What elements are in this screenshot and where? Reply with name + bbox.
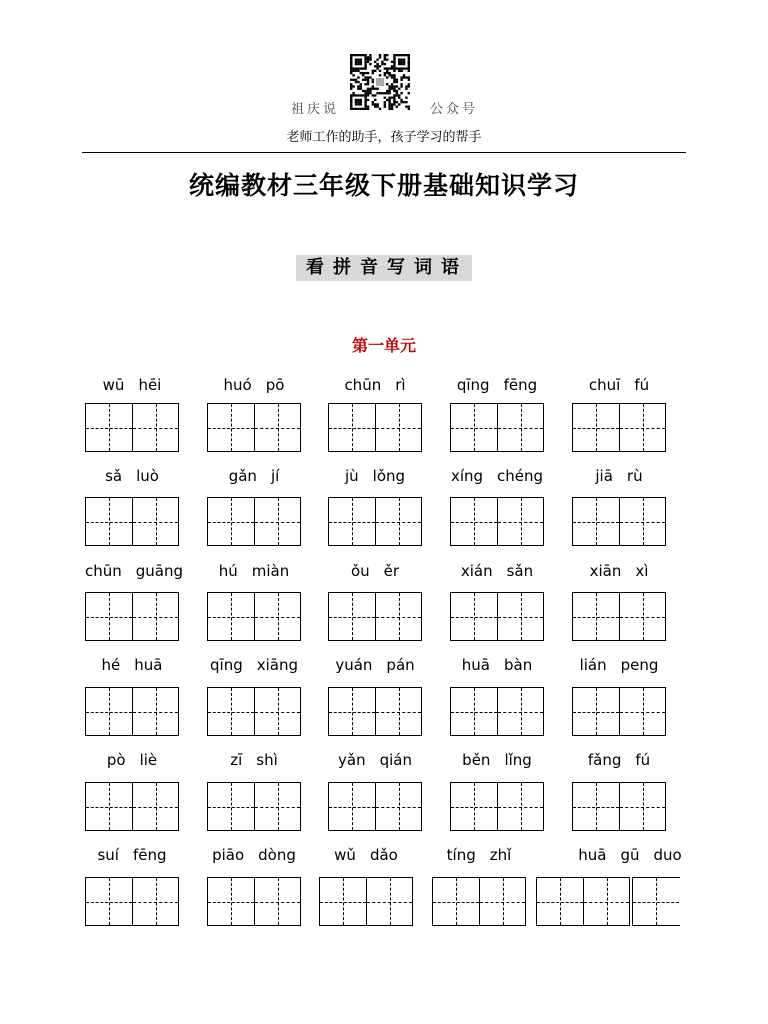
pinyin-syllable: qián [379,751,412,769]
pinyin-group [207,846,301,864]
writing-cell[interactable] [208,783,254,830]
pinyin-syllable: xián [460,562,493,580]
unit-title: 第一单元 [351,336,416,355]
writing-cell[interactable] [86,498,132,545]
pinyin-group [328,562,422,580]
writing-cell[interactable] [329,404,375,451]
pinyin-syllable: xíng [450,467,484,485]
pinyin-syllable: bàn [503,656,533,674]
writing-cell[interactable] [254,783,300,830]
writing-cell[interactable] [254,593,300,640]
writing-cell[interactable] [537,878,583,925]
pinyin-syllable: wū [102,376,125,394]
writing-box[interactable] [328,497,422,546]
pinyin-syllable: qīng [210,656,243,674]
pinyin-syllable: hú [218,562,238,580]
pinyin-syllable: sǎn [506,562,534,580]
writing-cell[interactable] [254,498,300,545]
pinyin-syllable: jiā [595,467,613,485]
pinyin-syllable: tíng [446,846,476,864]
pinyin-syllable: ěr [383,562,400,580]
pinyin-syllable: huā [461,656,490,674]
writing-box[interactable] [450,687,544,736]
pinyin-syllable: chūn [85,562,122,580]
pinyin-syllable: ǒu [350,562,370,580]
writing-cell[interactable] [451,688,497,735]
header-divider [82,152,686,153]
pinyin-group [85,376,179,394]
writing-box[interactable] [207,687,301,736]
writing-cell[interactable] [375,688,421,735]
pinyin-syllable: yǎn [338,751,366,769]
writing-cell[interactable] [86,688,132,735]
pinyin-syllable: wǔ [334,846,356,864]
pinyin-syllable: běn [462,751,491,769]
pinyin-syllable: hé [101,656,121,674]
writing-cell[interactable] [132,404,178,451]
writing-cell[interactable] [619,593,665,640]
pinyin-syllable: fēng [503,376,538,394]
page-title: 统编教材三年级下册基础知识学习 [188,171,579,200]
pinyin-group [319,846,413,864]
pinyin-group [450,467,544,485]
writing-box[interactable] [572,497,666,546]
writing-box[interactable] [572,403,666,452]
writing-cell[interactable] [329,783,375,830]
pinyin-syllable: lǒng [372,467,406,485]
writing-cell[interactable] [573,593,619,640]
writing-box[interactable] [328,687,422,736]
pinyin-syllable: huó [223,376,252,394]
pinyin-syllable: yuán [335,656,373,674]
writing-box[interactable] [207,592,301,641]
writing-cell[interactable] [86,404,132,451]
pinyin-syllable: lián [579,656,607,674]
writing-cell[interactable] [497,404,543,451]
writing-cell[interactable] [451,404,497,451]
pinyin-group [207,467,301,485]
qr-code-icon [350,54,410,110]
pinyin-syllable: hēi [138,376,162,394]
pinyin-syllable: luò [136,467,159,485]
writing-cell[interactable] [208,404,254,451]
pinyin-syllable: lǐng [504,751,532,769]
pinyin-syllable: guāng [135,562,184,580]
writing-cell[interactable] [329,498,375,545]
writing-cell[interactable] [573,783,619,830]
pinyin-syllable: miàn [251,562,290,580]
pinyin-syllable: pán [386,656,415,674]
writing-cell[interactable] [573,688,619,735]
pinyin-syllable: liè [139,751,158,769]
writing-cell[interactable] [451,498,497,545]
writing-box[interactable] [536,877,630,926]
pinyin-syllable: rì [395,376,406,394]
pinyin-group [536,846,724,864]
writing-cell[interactable] [132,498,178,545]
writing-box[interactable] [85,782,179,831]
writing-cell[interactable] [208,688,254,735]
pinyin-group [572,562,666,580]
pinyin-syllable: fú [634,376,650,394]
pinyin-group [207,656,301,674]
pinyin-syllable: xiāng [256,656,298,674]
writing-cell[interactable] [583,878,629,925]
writing-box[interactable] [432,877,526,926]
writing-box[interactable] [328,782,422,831]
writing-cell[interactable] [254,878,300,925]
pinyin-syllable: pò [106,751,126,769]
writing-cell[interactable] [254,688,300,735]
pinyin-syllable: dǎo [369,846,398,864]
pinyin-syllable: duo [653,846,682,864]
pinyin-syllable: fǎng [587,751,622,769]
writing-box[interactable] [85,403,179,452]
pinyin-syllable: fēng [132,846,167,864]
writing-box[interactable] [85,592,179,641]
pinyin-syllable: huā [134,656,163,674]
writing-box[interactable] [328,403,422,452]
writing-cell[interactable] [329,593,375,640]
pinyin-group [572,376,666,394]
pinyin-group [85,467,179,485]
writing-cell[interactable] [132,878,178,925]
brand-suffix: 公众号 [430,102,479,117]
pinyin-group [572,656,666,674]
writing-box[interactable] [207,877,301,926]
pinyin-syllable: fú [635,751,651,769]
pinyin-group [85,846,179,864]
pinyin-group [85,656,179,674]
writing-cell[interactable] [254,404,300,451]
writing-box[interactable] [572,782,666,831]
pinyin-group [207,562,301,580]
writing-cell[interactable] [497,498,543,545]
writing-cell[interactable] [573,404,619,451]
writing-cell[interactable] [633,878,679,925]
writing-cell[interactable] [208,498,254,545]
writing-box[interactable] [450,497,544,546]
pinyin-group [328,467,422,485]
pinyin-syllable: huā [578,846,607,864]
pinyin-group [207,751,301,769]
writing-box[interactable] [632,877,680,926]
pinyin-syllable: qīng [456,376,490,394]
pinyin-syllable: dòng [258,846,296,864]
pinyin-group [450,376,544,394]
writing-box[interactable] [572,687,666,736]
pinyin-syllable: jù [344,467,359,485]
writing-box[interactable] [319,877,413,926]
pinyin-syllable: chūn [344,376,382,394]
writing-box[interactable] [85,687,179,736]
pinyin-group [85,562,184,580]
writing-cell[interactable] [132,783,178,830]
pinyin-syllable: chéng [497,467,544,485]
writing-box[interactable] [450,592,544,641]
pinyin-syllable: piāo [212,846,245,864]
pinyin-group [328,656,422,674]
writing-box[interactable] [85,497,179,546]
pinyin-syllable: xì [635,562,649,580]
writing-cell[interactable] [375,593,421,640]
writing-box[interactable] [207,782,301,831]
writing-cell[interactable] [375,404,421,451]
pinyin-group [450,562,544,580]
pinyin-syllable: rù [626,467,643,485]
writing-box[interactable] [207,403,301,452]
writing-cell[interactable] [479,878,525,925]
pinyin-syllable: xiān [589,562,622,580]
writing-cell[interactable] [375,783,421,830]
pinyin-syllable: peng [620,656,659,674]
pinyin-syllable: zhǐ [489,846,512,864]
writing-cell[interactable] [451,593,497,640]
writing-box[interactable] [572,592,666,641]
writing-cell[interactable] [451,783,497,830]
pinyin-group [85,751,179,769]
writing-cell[interactable] [497,593,543,640]
pinyin-syllable: jí [270,467,280,485]
writing-cell[interactable] [433,878,479,925]
writing-cell[interactable] [132,593,178,640]
brand-name: 祖庆说 [291,102,340,117]
pinyin-group [328,751,422,769]
writing-cell[interactable] [366,878,412,925]
writing-cell[interactable] [329,688,375,735]
pinyin-group [450,751,544,769]
writing-cell[interactable] [573,498,619,545]
pinyin-syllable: shì [256,751,278,769]
writing-cell[interactable] [320,878,366,925]
slogan: 老师工作的助手，孩子学习的帮手 [286,130,482,145]
pinyin-syllable: zī [230,751,243,769]
writing-box[interactable] [450,403,544,452]
pinyin-group [572,467,666,485]
writing-cell[interactable] [497,688,543,735]
pinyin-syllable: pō [265,376,285,394]
pinyin-syllable: suí [97,846,119,864]
writing-box[interactable] [450,782,544,831]
pinyin-group [572,751,666,769]
pinyin-group [328,376,422,394]
pinyin-group [207,376,301,394]
pinyin-syllable: gū [620,846,640,864]
section-title: 看拼音写词语 [296,255,472,281]
pinyin-group [450,656,544,674]
writing-box[interactable] [85,877,179,926]
writing-box[interactable] [328,592,422,641]
writing-cell[interactable] [497,783,543,830]
pinyin-syllable: gǎn [228,467,257,485]
writing-cell[interactable] [619,498,665,545]
writing-cell[interactable] [208,593,254,640]
writing-cell[interactable] [375,498,421,545]
pinyin-group [432,846,526,864]
writing-cell[interactable] [619,783,665,830]
writing-cell[interactable] [208,878,254,925]
writing-cell[interactable] [86,783,132,830]
writing-cell[interactable] [619,404,665,451]
writing-cell[interactable] [86,593,132,640]
writing-cell[interactable] [619,688,665,735]
writing-box[interactable] [207,497,301,546]
pinyin-syllable: sǎ [105,467,123,485]
writing-cell[interactable] [132,688,178,735]
pinyin-syllable: chuī [588,376,621,394]
writing-cell[interactable] [86,878,132,925]
